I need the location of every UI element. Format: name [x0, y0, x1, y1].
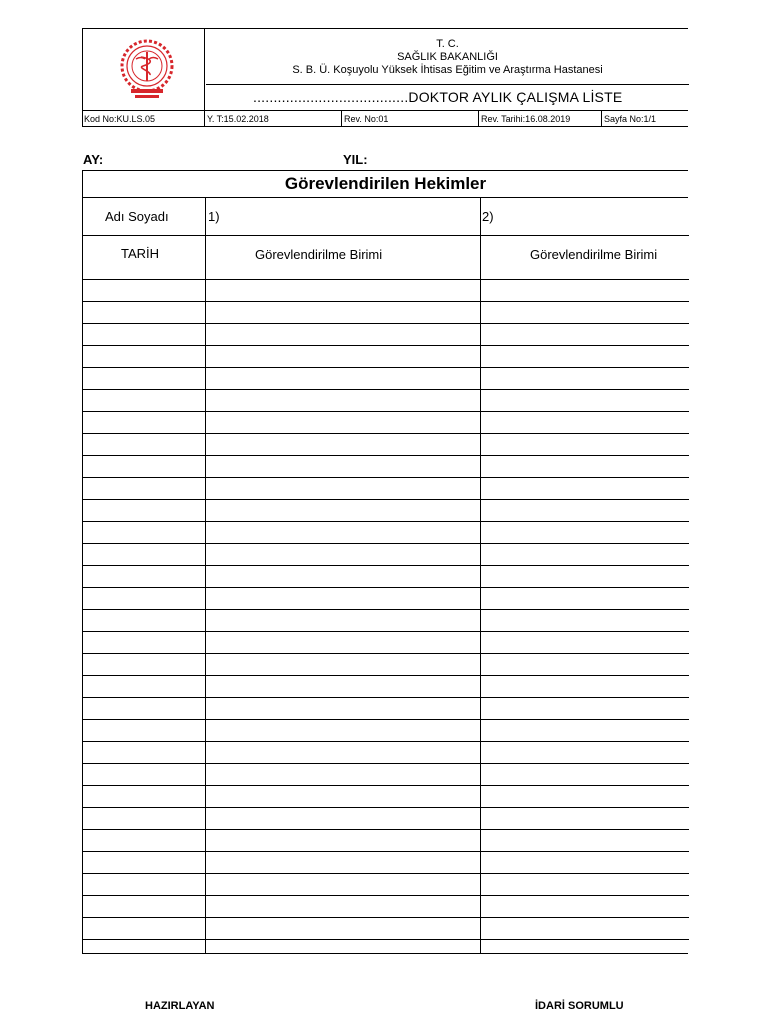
birim-1-cell[interactable]: [206, 676, 480, 697]
birim-1-cell[interactable]: [206, 654, 480, 675]
birim-2-cell[interactable]: [481, 676, 689, 697]
sayfa-no: Sayfa No:1/1: [604, 114, 657, 124]
rev-tarihi: Rev. Tarihi:16.08.2019: [481, 114, 571, 124]
tarih-cell[interactable]: [83, 874, 205, 895]
tarih-cell[interactable]: [83, 280, 205, 301]
birim-1-cell[interactable]: [206, 434, 480, 455]
yayin-tarihi: Y. T:15.02.2018: [207, 114, 269, 124]
kod-no: Kod No:KU.LS.05: [84, 114, 156, 124]
ministry-logo: [117, 35, 177, 101]
tarih-cell[interactable]: [83, 610, 205, 631]
birim-1-cell[interactable]: [206, 940, 480, 961]
birim-1-cell[interactable]: [206, 720, 480, 741]
birim-2-cell[interactable]: [481, 940, 689, 961]
birim-2-cell[interactable]: [481, 478, 689, 499]
tarih-cell[interactable]: [83, 368, 205, 389]
hazirlayan-label: HAZIRLAYAN: [145, 1000, 215, 1012]
doctor-slot-2[interactable]: 2): [482, 209, 494, 224]
birim-1-cell[interactable]: [206, 302, 480, 323]
tarih-cell[interactable]: [83, 742, 205, 763]
organization-block: [206, 29, 689, 85]
birim-1-cell[interactable]: [206, 610, 480, 631]
meta-row: [82, 110, 688, 127]
tarih-cell[interactable]: [83, 324, 205, 345]
document-title: ......................................DOKTOR AYLIK ÇALIŞMA LİSTE: [253, 89, 623, 105]
tarih-cell[interactable]: [83, 346, 205, 367]
tarih-cell[interactable]: [83, 522, 205, 543]
column-header-birim-1: Görevlendirilme Birimi: [255, 247, 383, 262]
birim-2-cell[interactable]: [481, 764, 689, 785]
tarih-cell[interactable]: [83, 434, 205, 455]
birim-1-cell[interactable]: [206, 918, 480, 939]
org-line-ministry: SAĞLIK BAKANLIĞI: [397, 51, 498, 63]
birim-2-cell[interactable]: [481, 698, 689, 719]
birim-1-cell[interactable]: [206, 874, 480, 895]
birim-2-cell[interactable]: [481, 588, 689, 609]
birim-1-cell[interactable]: [206, 390, 480, 411]
rev-no: Rev. No:01: [344, 114, 389, 124]
schedule-table: [82, 197, 688, 954]
birim-1-cell[interactable]: [206, 522, 480, 543]
birim-1-cell[interactable]: [206, 808, 480, 829]
birim-1-cell[interactable]: [206, 896, 480, 917]
tarih-cell[interactable]: [83, 478, 205, 499]
tarih-cell[interactable]: [83, 720, 205, 741]
birim-2-cell[interactable]: [481, 808, 689, 829]
birim-2-cell[interactable]: [481, 654, 689, 675]
tarih-cell[interactable]: [83, 852, 205, 873]
tarih-cell[interactable]: [83, 940, 205, 961]
tarih-cell[interactable]: [83, 918, 205, 939]
birim-1-cell[interactable]: [206, 632, 480, 653]
birim-2-cell[interactable]: [481, 368, 689, 389]
birim-2-cell[interactable]: [481, 544, 689, 565]
birim-1-cell[interactable]: [206, 478, 480, 499]
tarih-cell[interactable]: [83, 830, 205, 851]
tarih-cell[interactable]: [83, 412, 205, 433]
birim-2-cell[interactable]: [481, 852, 689, 873]
birim-1-cell[interactable]: [206, 566, 480, 587]
birim-2-cell[interactable]: [481, 390, 689, 411]
birim-1-cell[interactable]: [206, 764, 480, 785]
birim-2-cell[interactable]: [481, 742, 689, 763]
birim-1-cell[interactable]: [206, 852, 480, 873]
birim-1-cell[interactable]: [206, 368, 480, 389]
birim-2-cell[interactable]: [481, 346, 689, 367]
tarih-cell[interactable]: [83, 808, 205, 829]
birim-1-cell[interactable]: [206, 346, 480, 367]
doctor-slot-1[interactable]: 1): [208, 209, 220, 224]
birim-2-cell[interactable]: [481, 456, 689, 477]
yil-label: YIL:: [343, 152, 368, 167]
birim-2-cell[interactable]: [481, 566, 689, 587]
birim-1-cell[interactable]: [206, 412, 480, 433]
tarih-cell[interactable]: [83, 566, 205, 587]
birim-1-cell[interactable]: [206, 324, 480, 345]
birim-1-cell[interactable]: [206, 830, 480, 851]
column-header-tarih: TARİH: [121, 246, 160, 261]
birim-2-cell[interactable]: [481, 610, 689, 631]
birim-1-cell[interactable]: [206, 544, 480, 565]
birim-2-cell[interactable]: [481, 874, 689, 895]
birim-2-cell[interactable]: [481, 632, 689, 653]
birim-2-cell[interactable]: [481, 786, 689, 807]
birim-2-cell[interactable]: [481, 720, 689, 741]
logo-cell: [83, 29, 205, 111]
birim-2-cell[interactable]: [481, 412, 689, 433]
birim-1-cell[interactable]: [206, 742, 480, 763]
tarih-cell[interactable]: [83, 500, 205, 521]
tarih-cell[interactable]: [83, 764, 205, 785]
tarih-cell[interactable]: [83, 698, 205, 719]
adi-soyadi-label: Adı Soyadı: [105, 209, 169, 224]
birim-2-cell[interactable]: [481, 434, 689, 455]
tarih-cell[interactable]: [83, 786, 205, 807]
tarih-cell[interactable]: [83, 896, 205, 917]
tarih-cell[interactable]: [83, 654, 205, 675]
birim-2-cell[interactable]: [481, 896, 689, 917]
birim-2-cell[interactable]: [481, 500, 689, 521]
tarih-cell[interactable]: [83, 302, 205, 323]
birim-2-cell[interactable]: [481, 830, 689, 851]
column-header-birim-2: Görevlendirilme Birimi: [530, 247, 658, 262]
birim-1-cell[interactable]: [206, 456, 480, 477]
section-title: Görevlendirilen Hekimler: [82, 170, 688, 197]
birim-1-cell[interactable]: [206, 698, 480, 719]
birim-1-cell[interactable]: [206, 786, 480, 807]
ay-yil-row: [82, 148, 688, 171]
birim-2-cell[interactable]: [481, 918, 689, 939]
birim-1-cell[interactable]: [206, 280, 480, 301]
tarih-cell[interactable]: [83, 632, 205, 653]
tarih-cell[interactable]: [83, 456, 205, 477]
birim-1-cell[interactable]: [206, 588, 480, 609]
idari-sorumlu-label: İDARİ SORUMLU: [535, 1000, 624, 1012]
tarih-cell[interactable]: [83, 588, 205, 609]
org-line-tc: T. C.: [436, 38, 459, 50]
birim-1-cell[interactable]: [206, 500, 480, 521]
form-header: [82, 28, 688, 111]
birim-2-cell[interactable]: [481, 302, 689, 323]
org-line-hospital: S. B. Ü. Koşuyolu Yüksek İhtisas Eğitim ve Araştırma Hastanesi: [292, 64, 603, 76]
tarih-cell[interactable]: [83, 544, 205, 565]
tarih-cell[interactable]: [83, 390, 205, 411]
birim-2-cell[interactable]: [481, 324, 689, 345]
birim-2-cell[interactable]: [481, 280, 689, 301]
ay-label: AY:: [83, 152, 104, 167]
tarih-cell[interactable]: [83, 676, 205, 697]
birim-2-cell[interactable]: [481, 522, 689, 543]
